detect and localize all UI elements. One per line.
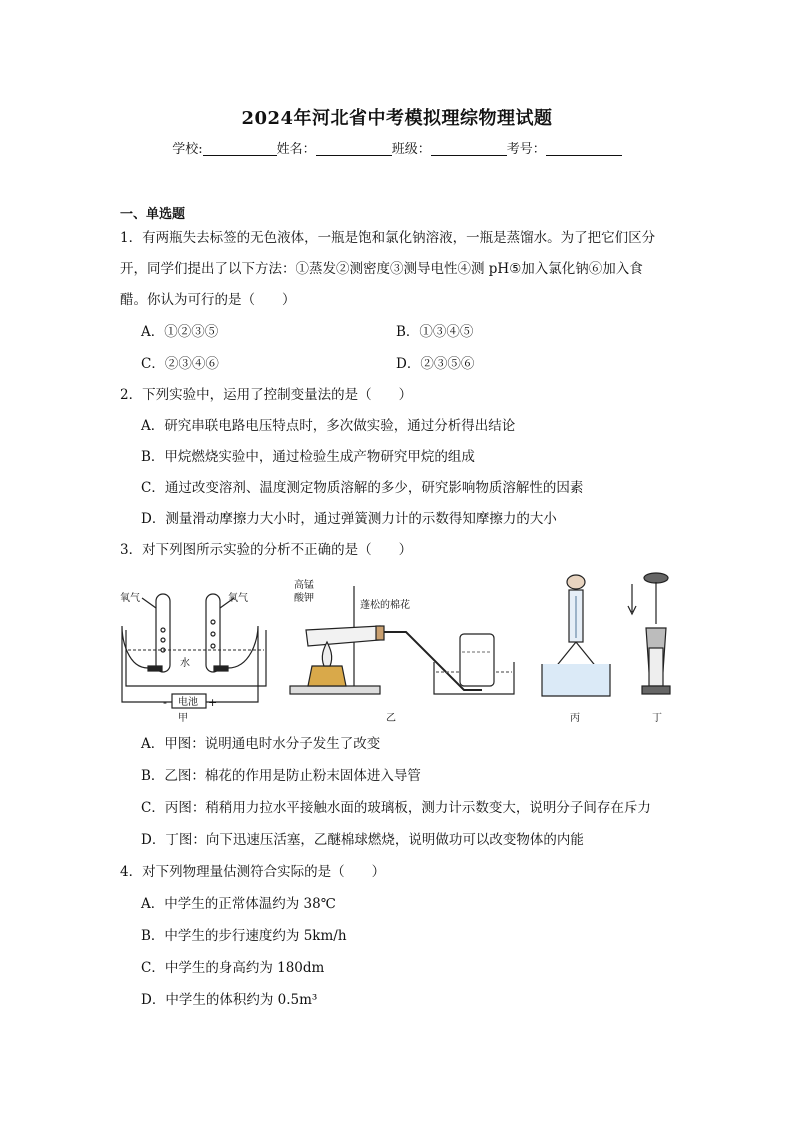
question-4-option-d[interactable]: D．中学生的体积约为 0.5m³: [141, 992, 318, 1008]
question-1-option-b[interactable]: B．①③④⑤: [396, 324, 474, 340]
question-2-option-a[interactable]: A．研究串联电路电压特点时，多次做实验，通过分析得出结论: [141, 418, 516, 434]
question-4-option-a[interactable]: A．中学生的正常体温约为 38℃: [141, 896, 336, 912]
figure-jia-electrolysis: [122, 594, 266, 708]
question-2-option-b[interactable]: B．甲烷燃烧实验中，通过检验生成产物研究甲烷的组成: [141, 449, 475, 465]
electrode-right: [214, 666, 228, 671]
question-3-option-d[interactable]: D．丁图：向下迅速压活塞，乙醚棉球燃烧，说明做功可以改变物体的内能: [141, 832, 584, 848]
label-battery: 电池: [178, 697, 198, 708]
water-beaker: [542, 664, 610, 696]
test-tube: [306, 626, 380, 646]
student-info-line: [0, 138, 794, 157]
question-3-option-a[interactable]: A．甲图：说明通电时水分子发生了改变: [141, 736, 381, 752]
question-1-option-a[interactable]: A．①②③⑤: [141, 324, 219, 340]
question-1-line-3: 醋。你认为可行的是（ ）: [120, 292, 296, 308]
lamp-flame: [322, 642, 331, 666]
label-oxygen-right: 氧气: [228, 593, 248, 604]
question-3-stem: 3．对下列图所示实验的分析不正确的是（ ）: [120, 542, 413, 558]
hand: [567, 575, 585, 589]
label-kmno4-1: 高锰: [294, 580, 314, 591]
iron-stand-base: [290, 686, 380, 694]
question-4-option-b[interactable]: B．中学生的步行速度约为 5km/h: [141, 928, 347, 944]
wire-right: [206, 626, 258, 702]
label-water: 水: [180, 658, 190, 669]
section-heading: 一、单选题: [120, 207, 186, 222]
label-minus: -: [163, 696, 167, 709]
stopper: [376, 626, 384, 640]
school-label: 学校:: [172, 142, 203, 157]
page-title: 2024年河北省中考模拟理综物理试题: [241, 108, 553, 129]
question-2-option-c[interactable]: C．通过改变溶剂、温度测定物质溶解的多少，研究影响物质溶解性的因素: [141, 480, 584, 496]
wire-left: [122, 626, 172, 702]
question-1-stem: [120, 223, 680, 316]
label-plus: +: [208, 696, 218, 709]
electrode-left: [148, 666, 162, 671]
name-blank[interactable]: [316, 141, 392, 156]
label-kmno4-2: 酸钾: [294, 593, 314, 604]
electrolysis-trough: [126, 630, 266, 686]
caption-bing: 丙: [570, 713, 580, 724]
figure-ding-piston: [628, 573, 670, 694]
school-blank[interactable]: [203, 141, 277, 156]
alcohol-lamp: [308, 666, 346, 686]
question-1-option-c[interactable]: C．②③④⑥: [141, 356, 219, 372]
question-3-option-c[interactable]: C．丙图：稍稍用力拉水平接触水面的玻璃板，测力计示数变大，说明分子间存在斥力: [141, 800, 651, 816]
question-1-option-d[interactable]: D．②③⑤⑥: [396, 356, 475, 372]
cylinder-base: [642, 686, 670, 694]
class-blank[interactable]: [431, 141, 507, 156]
question-1-line-1: 1．有两瓶失去标签的无色液体，一瓶是饱和氯化钠溶液，一瓶是蒸馏水。为了把它们区分: [120, 230, 656, 246]
question-4-stem: 4．对下列物理量估测符合实际的是（ ）: [120, 864, 386, 880]
question-2-stem: 2．下列实验中，运用了控制变量法的是（ ）: [120, 387, 413, 403]
question-1-line-2: 开，同学们提出了以下方法：①蒸发②测密度③测导电性④测 pH⑤加入氯化钠⑥加入食: [120, 261, 643, 277]
left-test-tube: [156, 594, 170, 672]
question-3-option-b[interactable]: B．乙图：棉花的作用是防止粉末固体进入导管: [141, 768, 421, 784]
caption-ding: 丁: [652, 713, 662, 724]
label-cotton: 蓬松的棉花: [360, 600, 410, 611]
figure-bing-spring-scale: [542, 575, 610, 696]
label-oxygen-left: 氧气: [120, 593, 140, 604]
caption-yi: 乙: [386, 713, 396, 724]
name-label: 姓名：: [276, 142, 316, 157]
caption-jia: 甲: [178, 713, 188, 724]
question-2-option-d[interactable]: D．测量滑动摩擦力大小时，通过弹簧测力计的示数得知摩擦力的大小: [141, 511, 557, 527]
experiment-figures: [118, 568, 688, 726]
piston-handle: [644, 573, 668, 583]
question-4-option-c[interactable]: C．中学生的身高约为 180dm: [141, 960, 325, 976]
glass-tube: [649, 648, 663, 686]
exam-no-blank[interactable]: [546, 141, 622, 156]
gas-bottle: [460, 634, 494, 686]
exam-no-label: 考号：: [506, 142, 546, 157]
down-arrow: [628, 584, 636, 614]
class-label: 班级：: [391, 142, 431, 157]
right-test-tube: [206, 594, 220, 672]
